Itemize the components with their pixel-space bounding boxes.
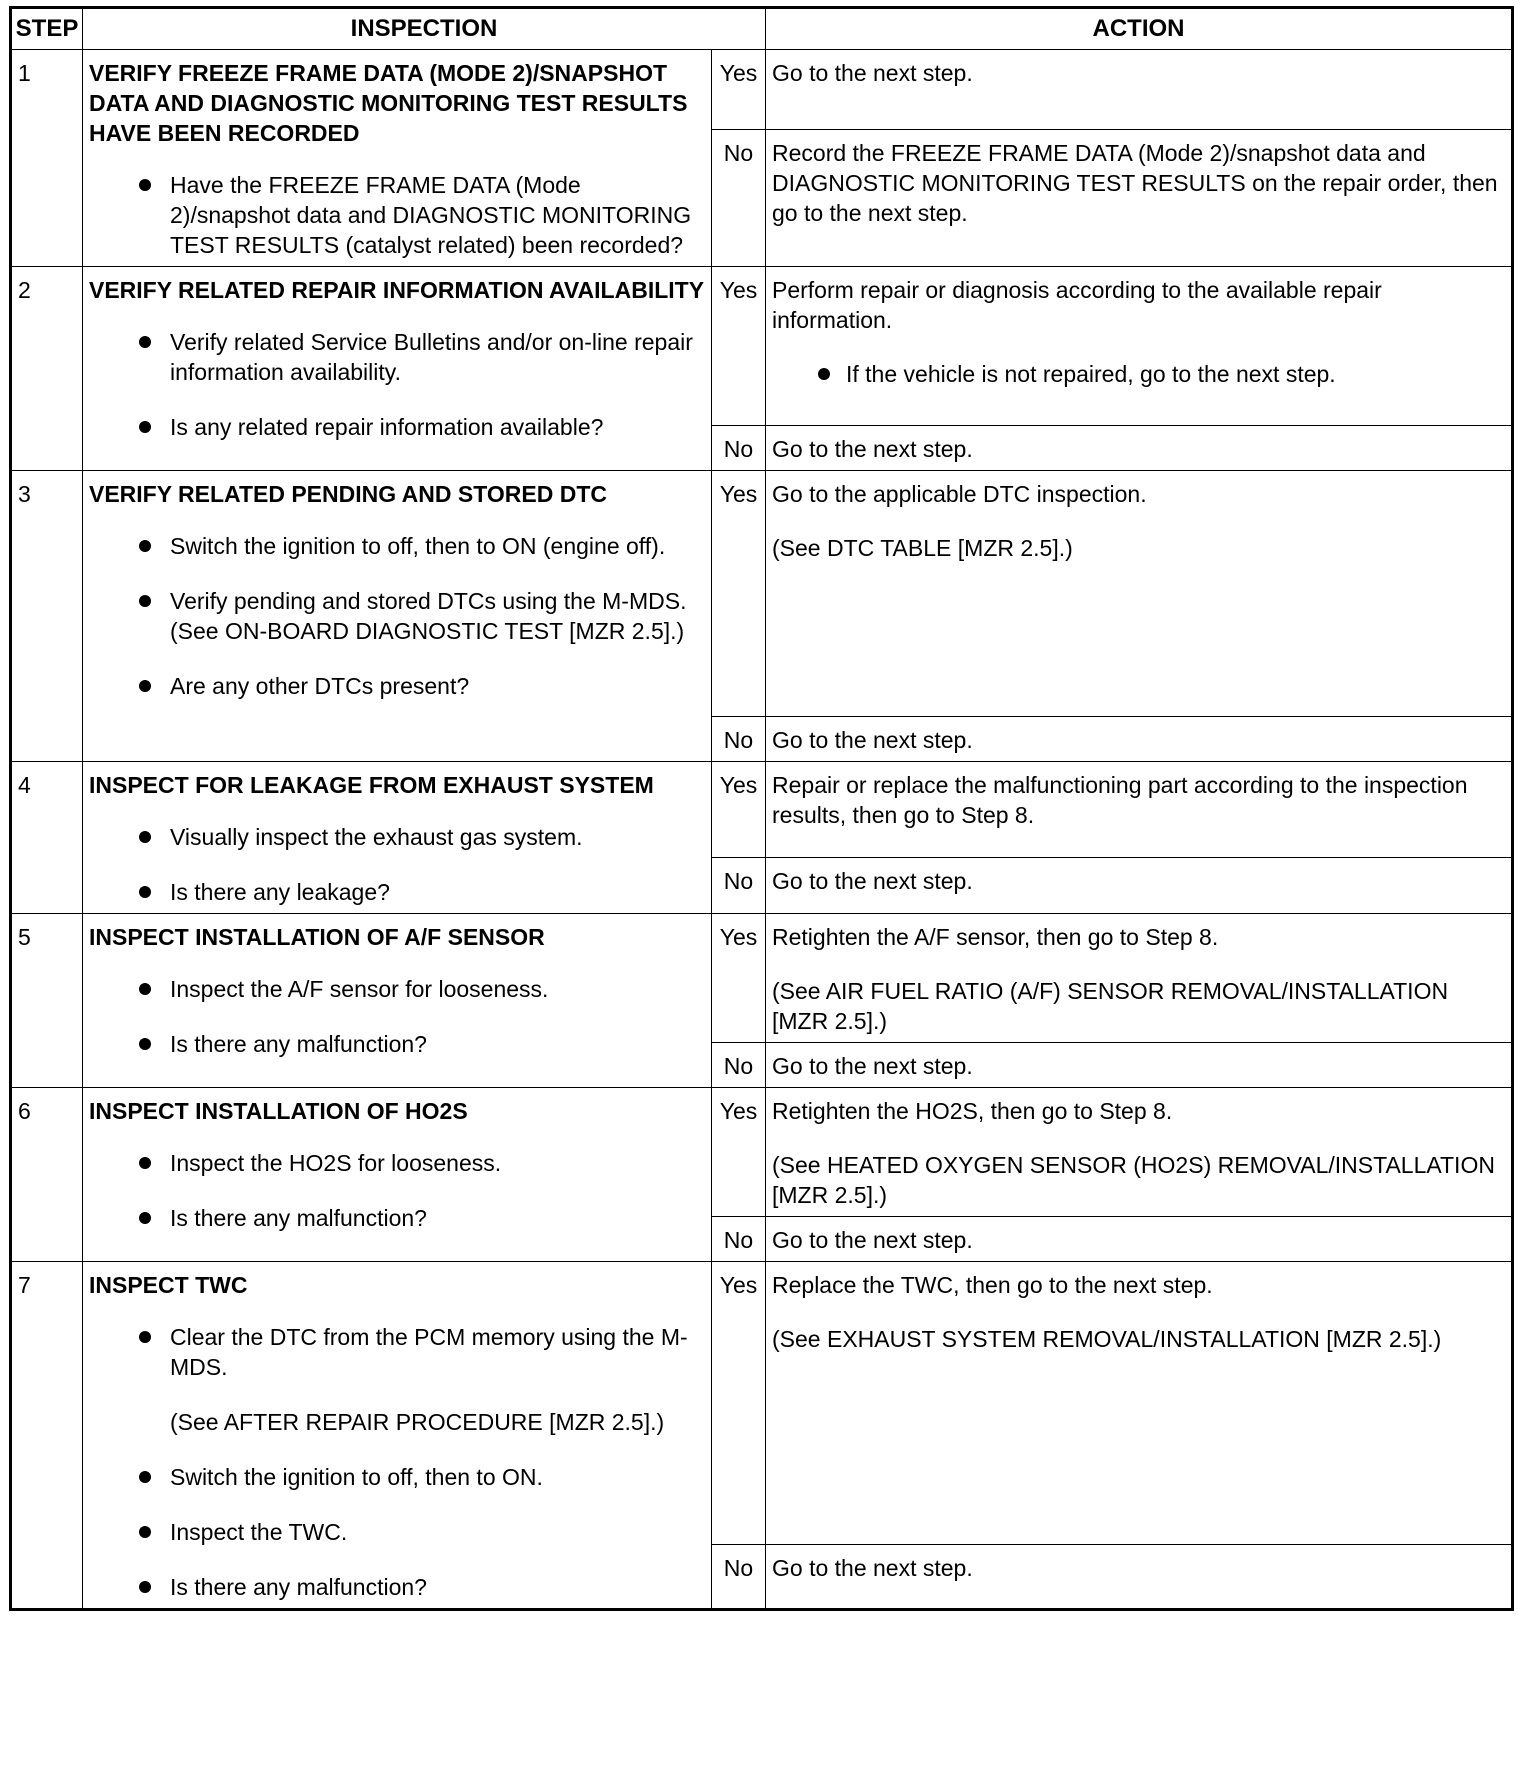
reference-note: (See AFTER REPAIR PROCEDURE [MZR 2.5].) [170,1409,665,1435]
step-number: 7 [11,1262,83,1610]
step-1-inspection [83,50,712,267]
inspection-item: Switch the ignition to off, then to ON (engine off). [89,531,705,561]
inspection-list [89,974,705,1059]
action-text: Go to the next step. [772,1555,973,1581]
step-7-yes-row [11,1262,1513,1545]
no-action [766,130,1513,267]
inspection-item: Clear the DTC from the PCM memory using the M-MDS. [89,1322,705,1382]
step-number: 1 [11,50,83,267]
header-action: ACTION [766,8,1513,50]
inspection-item: Are any other DTCs present? [89,671,705,701]
step-4-inspection [83,762,712,914]
no-action [766,1043,1513,1088]
yes-action [766,1262,1513,1545]
step-2-yes-row [11,267,1513,426]
no-label: No [712,858,766,914]
action-text: Go to the next step. [772,60,973,86]
inspection-item: Visually inspect the exhaust gas system. [89,822,705,852]
action-text: Replace the TWC, then go to the next step. [772,1272,1213,1298]
action-item: If the vehicle is not repaired, go to the next step. [772,359,1505,389]
inspection-item: Inspect the TWC. [89,1517,705,1547]
inspection-table [9,6,1514,1611]
no-label: No [712,1545,766,1610]
step-6-yes-row [11,1088,1513,1217]
step-title: VERIFY RELATED REPAIR INFORMATION AVAILABILITY [89,277,705,303]
inspection-item: Verify related Service Bulletins and/or on-line repair information availability. [89,327,705,387]
yes-label: Yes [712,267,766,426]
yes-label: Yes [712,1262,766,1545]
yes-action [766,50,1513,130]
step-5-inspection [83,914,712,1088]
inspection-list [89,327,705,442]
step-3-inspection [83,471,712,762]
step-title: INSPECT TWC [89,1272,248,1298]
inspection-item: Is any related repair information available? [89,412,705,442]
header-row [11,8,1513,50]
yes-label: Yes [712,762,766,858]
inspection-item: Inspect the HO2S for looseness. [89,1148,705,1178]
header-inspection: INSPECTION [83,8,766,50]
no-label: No [712,717,766,762]
step-title: INSPECT FOR LEAKAGE FROM EXHAUST SYSTEM [89,772,654,798]
no-label: No [712,426,766,471]
no-label: No [712,1043,766,1088]
yes-label: Yes [712,471,766,717]
yes-label: Yes [712,914,766,1043]
step-number: 6 [11,1088,83,1262]
action-text: Retighten the A/F sensor, then go to Step 8. [772,924,1219,950]
yes-action [766,914,1513,1043]
inspection-item: Is there any malfunction? [89,1203,705,1233]
action-text: Retighten the HO2S, then go to Step 8. [772,1098,1173,1124]
inspection-list [89,1462,705,1602]
inspection-list [89,822,705,907]
inspection-list [89,531,705,616]
inspection-list [89,170,705,260]
action-text: Perform repair or diagnosis according to the available repair information. [772,277,1382,333]
inspection-item: Have the FREEZE FRAME DATA (Mode 2)/snapshot data and DIAGNOSTIC MONITORING TEST RESULTS (catalyst related) been recorded? [89,170,705,260]
no-label: No [712,130,766,267]
inspection-item: Switch the ignition to off, then to ON. [89,1462,705,1492]
action-text: Go to the next step. [772,1227,973,1253]
no-action [766,426,1513,471]
yes-label: Yes [712,1088,766,1217]
header-step: STEP [11,8,83,50]
action-list [772,359,1505,389]
step-number: 3 [11,471,83,762]
action-text: Record the FREEZE FRAME DATA (Mode 2)/snapshot data and DIAGNOSTIC MONITORING TEST RESULTS on the repair order, then go to the next step. [772,140,1498,226]
step-5-yes-row [11,914,1513,1043]
step-number: 2 [11,267,83,471]
inspection-item: Is there any leakage? [89,877,705,907]
yes-action [766,762,1513,858]
step-1-yes-row [11,50,1513,130]
action-text: Go to the next step. [772,727,973,753]
step-3-yes-row [11,471,1513,717]
no-label: No [712,1217,766,1262]
no-action [766,1217,1513,1262]
step-title: VERIFY FREEZE FRAME DATA (MODE 2)/SNAPSHOT DATA AND DIAGNOSTIC MONITORING TEST RESULTS HAVE BEEN RECORDED [89,60,688,146]
action-text: Go to the next step. [772,436,973,462]
action-text: Go to the next step. [772,1053,973,1079]
inspection-list [89,671,705,701]
no-action [766,1545,1513,1610]
step-2-inspection [83,267,712,471]
step-title: INSPECT INSTALLATION OF HO2S [89,1098,468,1124]
step-title: VERIFY RELATED PENDING AND STORED DTC [89,481,607,507]
yes-action [766,471,1513,717]
step-title: INSPECT INSTALLATION OF A/F SENSOR [89,924,545,950]
inspection-list [89,1322,705,1382]
inspection-item: Is there any malfunction? [89,1029,705,1059]
action-text: Go to the applicable DTC inspection. [772,481,1147,507]
action-text: Repair or replace the malfunctioning part according to the inspection results, then go to Step 8. [772,772,1468,828]
step-6-inspection [83,1088,712,1262]
no-action [766,717,1513,762]
reference-note: (See ON-BOARD DIAGNOSTIC TEST [MZR 2.5].) [170,618,685,644]
yes-action [766,1088,1513,1217]
inspection-list [89,1148,705,1233]
inspection-item: Verify pending and stored DTCs using the M-MDS. [89,586,705,616]
step-4-yes-row [11,762,1513,858]
step-7-inspection [83,1262,712,1610]
no-action [766,858,1513,914]
yes-action [766,267,1513,426]
action-reference: (See DTC TABLE [MZR 2.5].) [772,535,1073,561]
action-reference: (See EXHAUST SYSTEM REMOVAL/INSTALLATION [MZR 2.5].) [772,1326,1442,1352]
inspection-item: Is there any malfunction? [89,1572,705,1602]
action-reference: (See HEATED OXYGEN SENSOR (HO2S) REMOVAL/INSTALLATION [MZR 2.5].) [772,1152,1495,1208]
inspection-item: Inspect the A/F sensor for looseness. [89,974,705,1004]
action-text: Go to the next step. [772,868,973,894]
step-number: 5 [11,914,83,1088]
action-reference: (See AIR FUEL RATIO (A/F) SENSOR REMOVAL/INSTALLATION [MZR 2.5].) [772,978,1449,1034]
step-number: 4 [11,762,83,914]
yes-label: Yes [712,50,766,130]
